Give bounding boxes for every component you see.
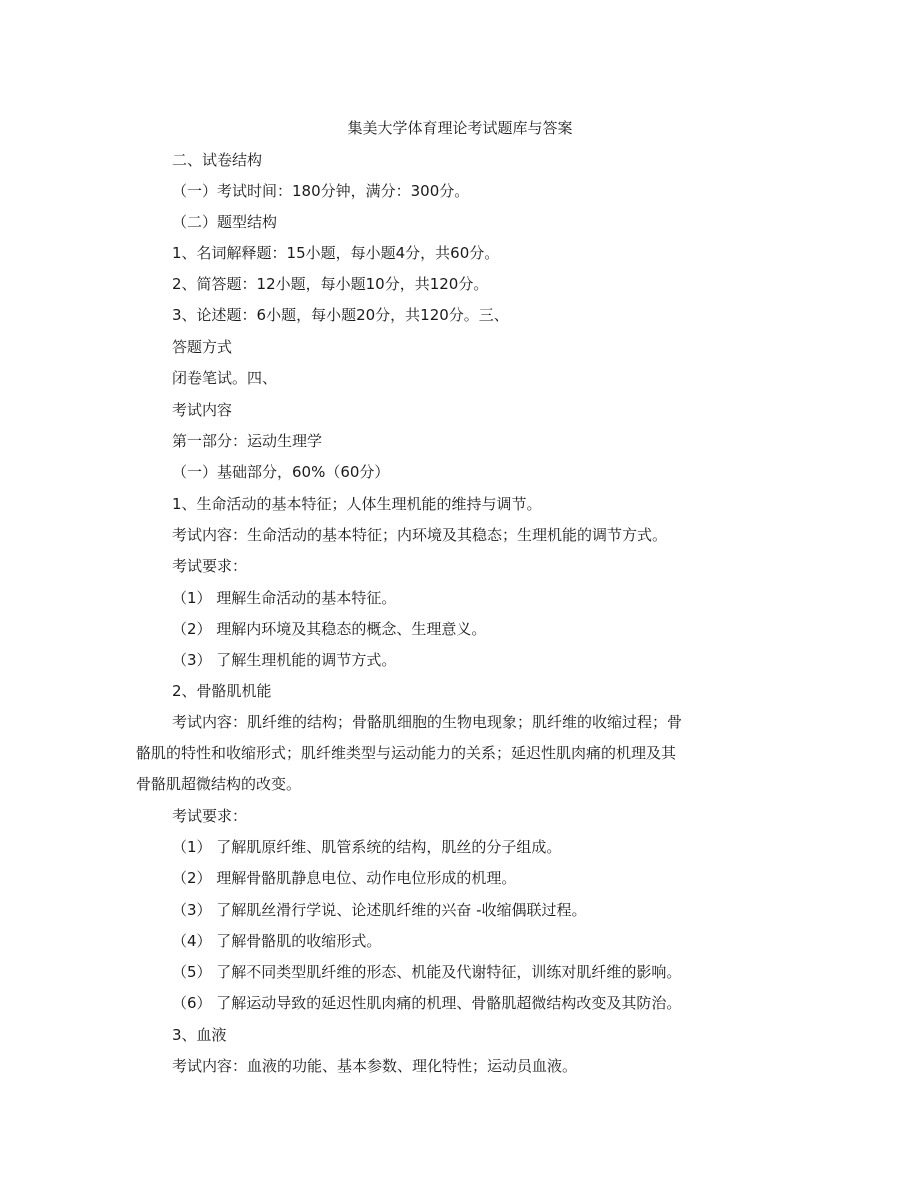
section-heading: 考试内容 xyxy=(172,401,233,419)
text-line: 1、名词解释题：15小题，每小题4分，共60分。 xyxy=(172,244,500,262)
topic-heading: 1、生命活动的基本特征；人体生理机能的维持与调节。 xyxy=(172,495,542,513)
paragraph-line: 骼肌的特性和收缩形式；肌纤维类型与运动能力的关系；延迟性肌肉痛的机理及其 xyxy=(136,744,677,762)
section-heading: 二、试卷结构 xyxy=(172,151,263,169)
requirement-item: （1） 了解肌原纤维、肌管系统的结构，肌丝的分子组成。 xyxy=(172,838,562,856)
text-line: （一）基础部分，60%（60分） xyxy=(172,463,390,481)
topic-heading: 2、骨骼肌机能 xyxy=(172,682,272,700)
requirement-item: （4） 了解骨骼肌的收缩形式。 xyxy=(172,932,382,950)
text-line: 考试要求： xyxy=(172,557,248,575)
requirement-item: （2） 理解内环境及其稳态的概念、生理意义。 xyxy=(172,620,487,638)
text-line: （二）题型结构 xyxy=(172,213,278,231)
topic-heading: 3、血液 xyxy=(172,1026,227,1044)
requirement-item: （2） 理解骨骼肌静息电位、动作电位形成的机理。 xyxy=(172,869,517,887)
text-line: 考试内容：生命活动的基本特征；内环境及其稳态；生理机能的调节方式。 xyxy=(172,526,668,544)
part-heading: 第一部分：运动生理学 xyxy=(172,432,323,450)
requirement-item: （3） 了解肌丝滑行学说、论述肌纤维的兴奋 -收缩偶联过程。 xyxy=(172,901,587,919)
requirement-item: （1） 理解生命活动的基本特征。 xyxy=(172,589,397,607)
document-title: 集美大学体育理论考试题库与答案 xyxy=(347,119,573,137)
requirement-item: （5） 了解不同类型肌纤维的形态、机能及代谢特征，训练对肌纤维的影响。 xyxy=(172,963,682,981)
text-line: 2、简答题：12小题，每小题10分，共120分。 xyxy=(172,275,489,293)
requirement-item: （3） 了解生理机能的调节方式。 xyxy=(172,651,397,669)
section-heading: 答题方式 xyxy=(172,338,233,356)
text-line: 3、论述题：6小题，每小题20分，共120分。三、 xyxy=(172,306,509,324)
text-line: 考试内容：血液的功能、基本参数、理化特性；运动员血液。 xyxy=(172,1057,578,1075)
paragraph-line: 考试内容：肌纤维的结构；骨骼肌细胞的生物电现象；肌纤维的收缩过程；骨 xyxy=(172,713,683,731)
requirement-item: （6） 了解运动导致的延迟性肌肉痛的机理、骨骼肌超微结构改变及其防治。 xyxy=(172,994,682,1012)
text-line: 闭卷笔试。四、 xyxy=(172,369,278,387)
paragraph-line: 骨骼肌超微结构的改变。 xyxy=(136,775,302,793)
text-line: 考试要求： xyxy=(172,807,248,825)
text-line: （一）考试时间：180分钟，满分：300分。 xyxy=(172,182,470,200)
